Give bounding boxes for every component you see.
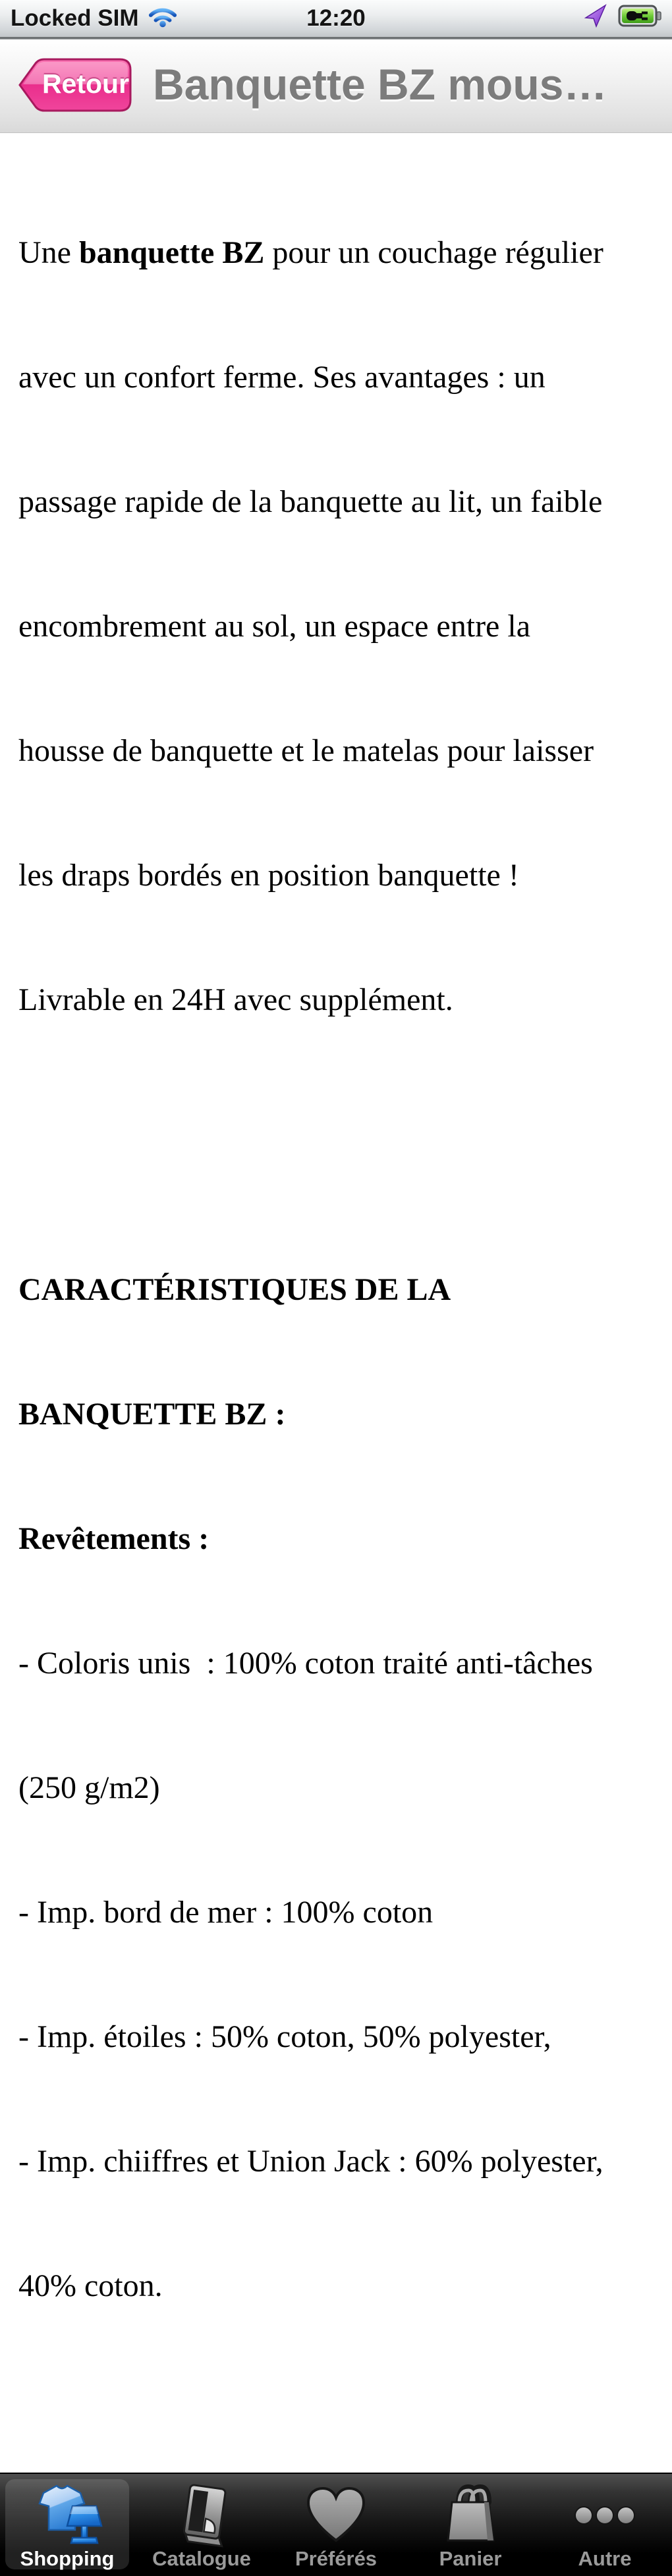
tab-autre[interactable] (538, 2474, 672, 2576)
heart-icon (300, 2482, 372, 2546)
text-line: 40% coton. (18, 2268, 163, 2303)
text-line: (250 g/m2) (18, 1770, 160, 1805)
characteristics-section (18, 1186, 652, 2390)
status-bar (0, 0, 672, 39)
bold-text: banquette BZ (78, 235, 265, 270)
text-line: Une banquette BZ pour un couchage régulier (18, 235, 603, 270)
text-line: - Imp. étoiles : 50% coton, 50% polyester, (18, 2019, 551, 2054)
tab-label: Shopping (20, 2547, 115, 2570)
subsection-heading: Revêtements : (18, 1521, 210, 1556)
shopping-icon (29, 2482, 105, 2546)
tab-panier[interactable] (403, 2474, 538, 2576)
text-line: - Imp. chiiffres et Union Jack : 60% polyester, (18, 2144, 603, 2179)
tab-label: Autre (578, 2547, 632, 2570)
tab-catalogue[interactable] (134, 2474, 269, 2576)
text-line: passage rapide de la banquette au lit, un faible (18, 484, 603, 519)
section-heading-line: BANQUETTE BZ : (18, 1397, 286, 1432)
text-line: Livrable en 24H avec supplément. (18, 982, 453, 1017)
back-button[interactable] (17, 57, 134, 113)
tab-preferes[interactable] (269, 2474, 403, 2576)
carrier-label: Locked SIM (11, 5, 139, 31)
navigation-bar (0, 39, 672, 133)
tab-label: Catalogue (152, 2547, 251, 2570)
page-title: Banquette BZ mous… (153, 59, 607, 109)
catalogue-icon (165, 2482, 238, 2546)
back-button-label: Retour (42, 68, 130, 99)
text-line: les draps bordés en position banquette ! (18, 858, 519, 893)
tab-label: Panier (439, 2547, 502, 2570)
tab-label: Préférés (294, 2547, 378, 2570)
text-line: housse de banquette et le matelas pour laisser (18, 733, 594, 768)
ellipsis-icon (567, 2482, 643, 2546)
text-line: - Coloris unis : 100% coton traité anti-tâches (18, 1646, 593, 1681)
text-line: encombrement au sol, un espace entre la (18, 609, 530, 644)
clock: 12:20 (306, 5, 366, 31)
text-line: avec un confort ferme. Ses avantages : un (18, 360, 546, 395)
section-heading-line: CARACTÉRISTIQUES DE LA (18, 1272, 451, 1307)
shopping-bag-icon (434, 2482, 507, 2546)
text-line: - Imp. bord de mer : 100% coton (18, 1895, 434, 1930)
product-description (0, 133, 672, 2473)
tab-shopping[interactable] (0, 2474, 134, 2576)
tab-bar (0, 2473, 672, 2576)
location-arrow-icon (584, 4, 607, 34)
battery-charging-icon (618, 5, 661, 33)
